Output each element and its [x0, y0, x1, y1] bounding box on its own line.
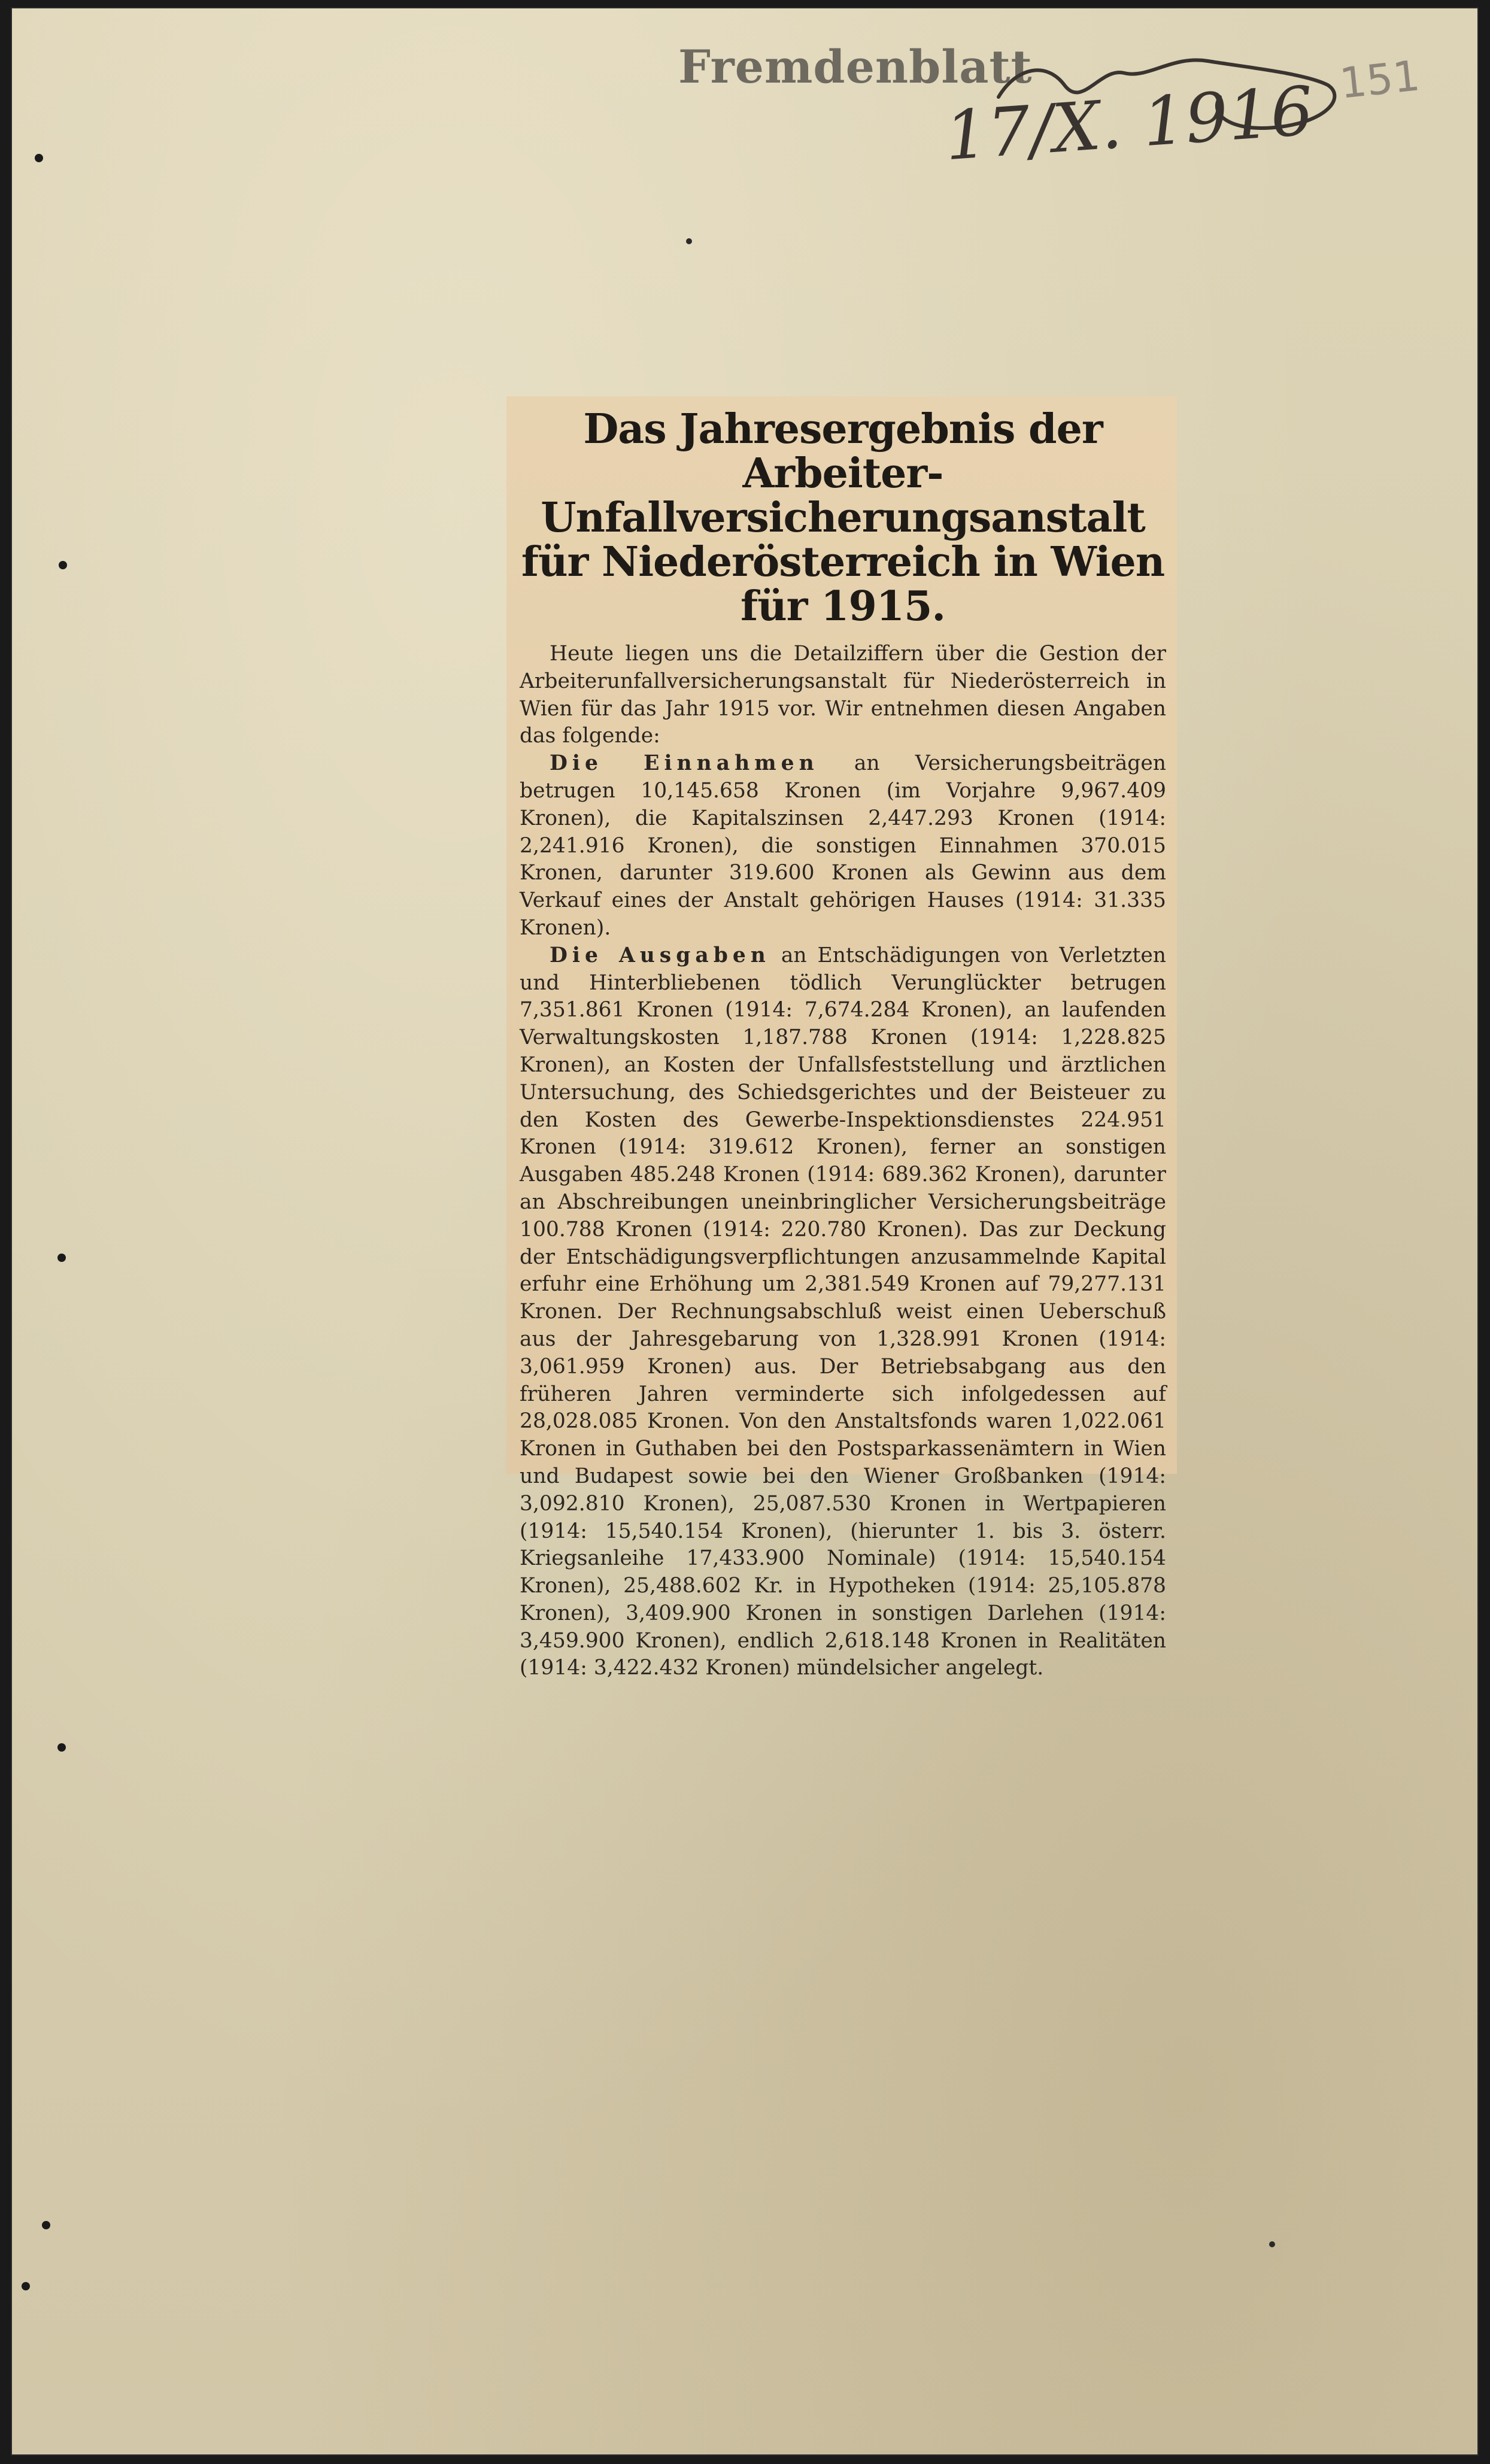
punch-hole — [59, 561, 67, 569]
punch-hole — [57, 1743, 66, 1752]
article-body — [520, 641, 1166, 1682]
paper-speck — [686, 238, 692, 244]
article-headline: Das Jahresergebnis der Arbeiter-Unfallversicherungsanstalt für Niederösterreich in Wien für 1915. — [521, 405, 1165, 630]
punch-hole — [57, 1254, 66, 1262]
archive-number: 151 — [1337, 51, 1422, 108]
article-expense-paragraph — [520, 942, 1166, 1683]
punch-hole — [42, 2221, 50, 2229]
income-lead: Die Einnahmen — [550, 751, 819, 776]
source-stamp: Fremdenblatt — [678, 40, 1033, 93]
punch-hole — [22, 2282, 30, 2290]
expense-lead: Die Ausgaben — [550, 943, 770, 967]
punch-hole — [35, 154, 43, 162]
handwritten-date: 17/X. 1916 — [942, 72, 1316, 176]
paper-speck — [1269, 2241, 1275, 2247]
newspaper-clipping — [506, 396, 1177, 1680]
article-intro: Heute liegen uns die Detailziffern über die Gestion der Arbeiterunfallversicherungsanstalt für Niederösterreich in Wien für das Jahr 1915 vor. Wir entnehmen diesen Angaben das folgende: — [520, 642, 1166, 748]
income-text: an Versicherungsbeiträgen betrugen 10,145.658 Kronen (im Vorjahre 9,967.409 Kronen), die Kapitalszinsen 2,447.293 Kronen (1914: 2,241.916 Kronen), die sonstigen Einnahmen 370.015 Kronen, darunter 319.600 Kronen als Gewinn aus dem Verkauf eines der Anstalt gehörigen Hauses (1914: 31.335 Kronen). — [520, 751, 1167, 940]
archive-sheet — [11, 7, 1479, 2456]
expense-text: an Entschädigungen von Verletzten und Hinterbliebenen tödlich Verunglückter betrugen 7,351.861 Kronen (1914: 7,674.284 Kronen), an laufenden Verwaltungskosten 1,187.788 Kronen (1914: 1,228.825 Kronen), an Kosten der Unfallsfeststellung und ärztlichen Untersuchung, des Schiedsgerichtes und der Beisteuer zu den Kosten des Gewerbe-Inspektionsdienstes 224.951 Kronen (1914: 319.612 Kronen), ferner an sonstigen Ausgaben 485.248 Kronen (1914: 689.362 Kronen), darunter an Abschreibungen uneinbringlicher Versicherungsbeiträge 100.788 Kronen (1914: 220.780 Kronen). Das zur Deckung der Entschädigungsverpflichtungen anzusammelnde Kapital erfuhr eine Erhöhung um 2,381.549 Kronen auf 79,277.131 Kronen. Der Rechnungsabschluß weist einen Ueberschuß aus der Jahresgebarung von 1,328.991 Kronen (1914: 3,061.959 Kronen) aus. Der Betriebsabgang aus den früheren Jahren verminderte sich infolgedessen auf 28,028.085 Kronen. Von den Anstaltsfonds waren 1,022.061 Kronen in Guthaben bei den Postsparkassenämtern in Wien und Budapest sowie bei den Wiener Großbanken (1914: 3,092.810 Kronen), 25,087.530 Kronen in Wertpapieren (1914: 15,540.154 Kronen), (hierunter 1. bis 3. österr. Kriegsanleihe 17,433.900 Nominale) (1914: 15,540.154 Kronen), 25,488.602 Kr. in Hypotheken (1914: 25,105.878 Kronen), 3,409.900 Kronen in sonstigen Darlehen (1914: 3,459.900 Kronen), endlich 2,618.148 Kronen in Realitäten (1914: 3,422.432 Kronen) mündelsicher angelegt. — [520, 943, 1167, 1680]
article-income-paragraph — [520, 750, 1166, 942]
